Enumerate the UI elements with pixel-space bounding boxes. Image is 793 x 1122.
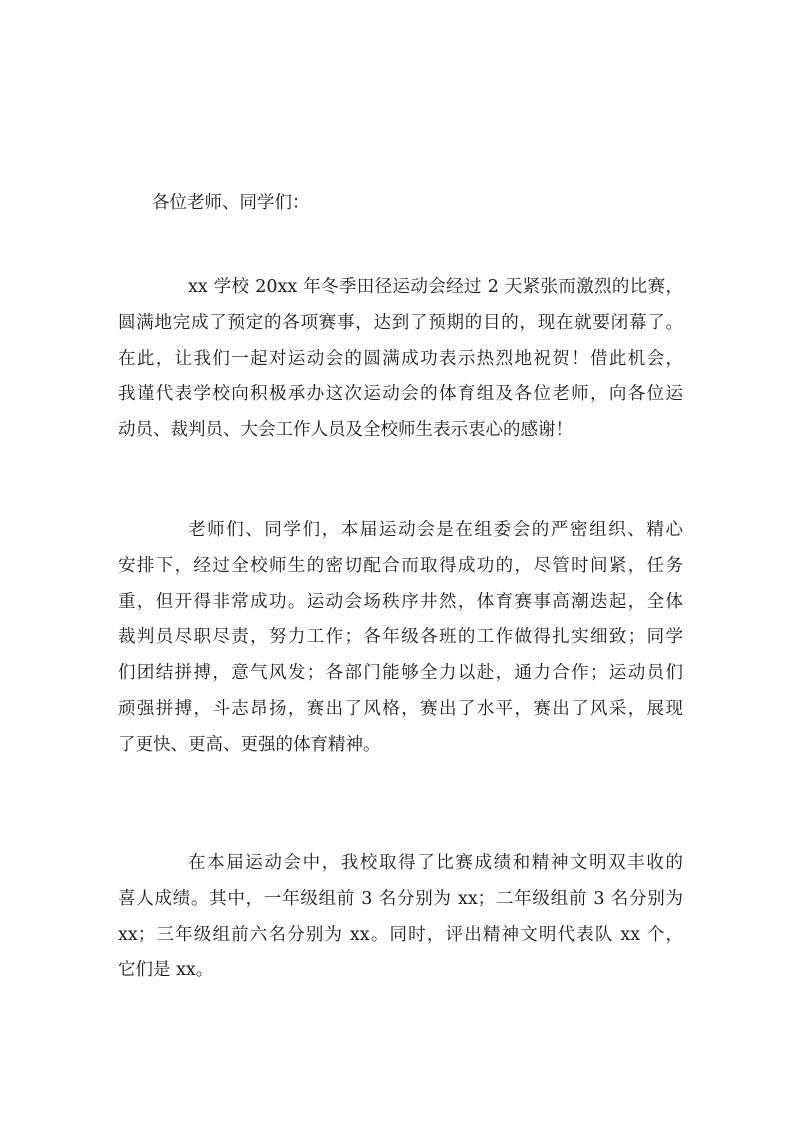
paragraph-line: 老师们、同学们，本届运动会是在组委会的严密组织、精心 bbox=[188, 520, 683, 540]
paragraph-line: 在本届运动会中，我校取得了比赛成绩和精神文明双丰收的 bbox=[188, 853, 683, 873]
paragraph-event-review bbox=[118, 513, 683, 764]
paragraph-line: xx 学校 20xx 年冬季田径运动会经过 2 天紧张而激烈的比赛， bbox=[188, 277, 683, 297]
paragraph-line: 们团结拼搏，意气风发；各部门能够全力以赴，通力合作；运动员们 bbox=[118, 663, 683, 684]
paragraph-line: xx；三年级组前六名分别为 xx。同时，评出精神文明代表队 xx 个， bbox=[118, 924, 683, 945]
paragraph-line: 安排下，经过全校师生的密切配合而取得成功的，尽管时间紧，任务 bbox=[118, 555, 683, 576]
paragraph-line: 裁判员尽职尽责，努力工作；各年级各班的工作做得扎实细致；同学 bbox=[118, 627, 683, 648]
paragraph-line: 它们是 xx。 bbox=[118, 960, 214, 981]
paragraph-line: 重，但开得非常成功。运动会场秩序井然，体育赛事高潮迭起，全体 bbox=[118, 591, 683, 612]
paragraph-line: 动员、裁判员、大会工作人员及全校师生表示衷心的感谢！ bbox=[118, 420, 573, 441]
paragraph-line: 喜人成绩。其中，一年级组前 3 名分别为 xx；二年级组前 3 名分别为 bbox=[118, 888, 683, 909]
paragraph-line: 在此，让我们一起对运动会的圆满成功表示热烈地祝贺！借此机会， bbox=[118, 348, 683, 369]
paragraph-results bbox=[118, 846, 683, 989]
paragraph-line: 圆满地完成了预定的各项赛事，达到了预期的目的，现在就要闭幕了。 bbox=[118, 312, 683, 333]
paragraph-line: 顽强拼搏，斗志昂扬，赛出了风格，赛出了水平，赛出了风采，展现 bbox=[118, 698, 683, 719]
paragraph-line: 我谨代表学校向积极承办这次运动会的体育组及各位老师，向各位运 bbox=[118, 384, 683, 405]
salutation: 各位老师、同学们： bbox=[152, 193, 310, 213]
paragraph-line: 了更快、更高、更强的体育精神。 bbox=[118, 734, 381, 755]
paragraph-opening-thanks bbox=[118, 270, 683, 449]
